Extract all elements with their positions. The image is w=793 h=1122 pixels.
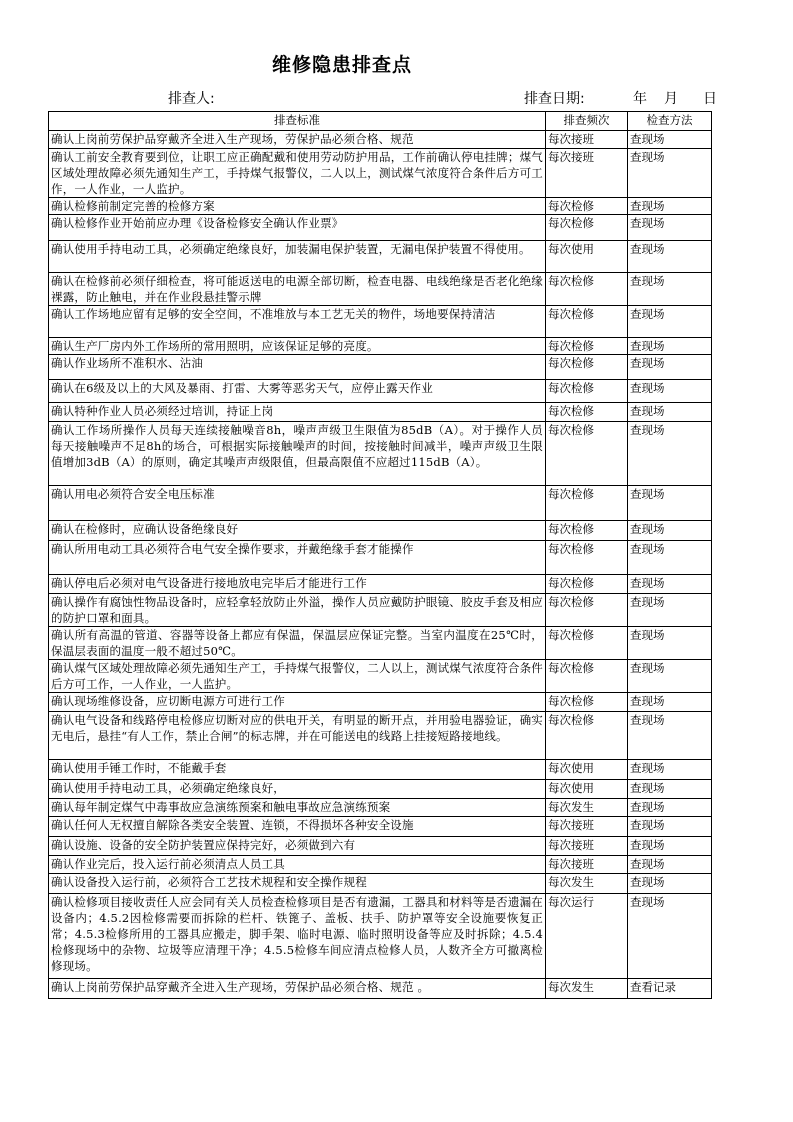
method-cell: 查现场	[628, 541, 712, 575]
table-header-row	[49, 112, 712, 131]
table-row	[49, 660, 712, 693]
standard-cell: 确认工作场所操作人员每天连续接触噪音8h，噪声声级卫生限值为85dB（A）。对于操作人员每天接触噪声不足8h的场合，可根据实际接触噪声的时间，按接触时间减半，噪声声级卫生限值增加3dB（A）的原则，确定其噪声声级限值，但最高限值不应超过115dB（A）。	[49, 422, 546, 486]
method-cell: 查现场	[628, 799, 712, 817]
standard-cell: 确认电气设备和线路停电检修应切断对应的供电开关，有明显的断开点，并用验电器验证，确实无电后，悬挂“有人工作，禁止合闸”的标志牌，并在可能送电的线路上挂接短路接地线。	[49, 712, 546, 760]
frequency-cell: 每次检修	[546, 215, 628, 241]
date-year: 年	[633, 91, 647, 107]
method-cell: 查现场	[628, 215, 712, 241]
standard-cell: 确认操作有腐蚀性物品设备时，应轻拿轻放防止外溢，操作人员应戴防护眼镜、胶皮手套及相应的防护口罩和面具。	[49, 594, 546, 627]
standard-cell: 确认煤气区域处理故障必须先通知生产工，手持煤气报警仪，二人以上，测试煤气浓度符合条件后方可工作，一人作业，一人监护。	[49, 660, 546, 693]
standard-cell: 确认生产厂房内外工作场所的常用照明，应该保证足够的亮度。	[49, 338, 546, 355]
table-row	[49, 306, 712, 338]
standard-cell: 确认使用手持电动工具，必须确定绝缘良好，加装漏电保护装置，无漏电保护装置不得使用。	[49, 241, 546, 273]
method-cell: 查现场	[628, 273, 712, 306]
frequency-cell: 每次使用	[546, 780, 628, 799]
method-cell: 查现场	[628, 486, 712, 521]
frequency-cell: 每次检修	[546, 273, 628, 306]
standard-cell: 确认所用电动工具必须符合电气安全操作要求，并戴绝缘手套才能操作	[49, 541, 546, 575]
page-title: 维修隐患排查点	[272, 54, 413, 76]
frequency-cell: 每次检修	[546, 338, 628, 355]
frequency-cell: 每次检修	[546, 594, 628, 627]
frequency-cell: 每次使用	[546, 241, 628, 273]
method-cell: 查现场	[628, 422, 712, 486]
frequency-cell: 每次检修	[546, 198, 628, 215]
method-cell: 查现场	[628, 594, 712, 627]
table-row	[49, 149, 712, 198]
method-cell: 查现场	[628, 575, 712, 594]
frequency-cell: 每次接班	[546, 131, 628, 149]
frequency-cell: 每次检修	[546, 380, 628, 403]
standard-cell: 确认设施、设备的安全防护装置应保持完好，必须做到六有	[49, 837, 546, 856]
table-row	[49, 799, 712, 817]
table-row	[49, 241, 712, 273]
method-cell: 查现场	[628, 817, 712, 837]
table-row	[49, 521, 712, 541]
method-cell: 查现场	[628, 856, 712, 874]
frequency-cell: 每次发生	[546, 799, 628, 817]
table-row	[49, 856, 712, 874]
standard-cell: 确认使用手锤工作时，不能戴手套	[49, 760, 546, 780]
table-row	[49, 198, 712, 215]
frequency-cell: 每次发生	[546, 874, 628, 894]
table-row	[49, 817, 712, 837]
method-cell: 查现场	[628, 760, 712, 780]
date-month: 月	[664, 91, 678, 107]
standard-cell: 确认现场维修设备，应切断电源方可进行工作	[49, 693, 546, 712]
standard-cell: 确认在检修时，应确认设备绝缘良好	[49, 521, 546, 541]
date-day: 日	[703, 91, 717, 107]
frequency-cell: 每次接班	[546, 837, 628, 856]
method-cell: 查现场	[628, 306, 712, 338]
table-row	[49, 403, 712, 422]
frequency-cell: 每次检修	[546, 306, 628, 338]
header-frequency: 排查频次	[546, 112, 628, 131]
standard-cell: 确认作业场所不准积水、沾油	[49, 355, 546, 380]
standard-cell: 确认所有高温的管道、容器等设备上都应有保温，保温层应保证完整。当室内温度在25℃时，保温层表面的温度一般不超过50℃。	[49, 627, 546, 660]
frequency-cell: 每次检修	[546, 403, 628, 422]
method-cell: 查现场	[628, 627, 712, 660]
table-row	[49, 380, 712, 403]
table-row	[49, 486, 712, 521]
standard-cell: 确认在6级及以上的大风及暴雨、打雷、大雾等恶劣天气，应停止露天作业	[49, 380, 546, 403]
table-row	[49, 693, 712, 712]
method-cell: 查现场	[628, 355, 712, 380]
standard-cell: 确认使用手持电动工具，必须确定绝缘良好，	[49, 780, 546, 799]
frequency-cell: 每次检修	[546, 541, 628, 575]
table-row	[49, 837, 712, 856]
table-row	[49, 594, 712, 627]
table-row	[49, 760, 712, 780]
table-row	[49, 273, 712, 306]
inspection-table	[48, 111, 712, 999]
method-cell: 查现场	[628, 693, 712, 712]
standard-cell: 确认停电后必须对电气设备进行接地放电完毕后才能进行工作	[49, 575, 546, 594]
frequency-cell: 每次检修	[546, 422, 628, 486]
table-row	[49, 979, 712, 999]
table-row	[49, 894, 712, 979]
table-row	[49, 215, 712, 241]
frequency-cell: 每次检修	[546, 521, 628, 541]
table-row	[49, 355, 712, 380]
table-row	[49, 422, 712, 486]
standard-cell: 确认在检修前必须仔细检查，将可能返送电的电源全部切断，检查电器、电线绝缘是否老化绝缘裸露，防止触电，并在作业段悬挂警示牌	[49, 273, 546, 306]
method-cell: 查看记录	[628, 979, 712, 999]
header-standard: 排查标准	[49, 112, 546, 131]
method-cell: 查现场	[628, 780, 712, 799]
standard-cell: 确认上岗前劳保护品穿戴齐全进入生产现场，劳保护品必须合格、规范 。	[49, 979, 546, 999]
frequency-cell: 每次接班	[546, 149, 628, 198]
method-cell: 查现场	[628, 403, 712, 422]
standard-cell: 确认检修前制定完善的检修方案	[49, 198, 546, 215]
frequency-cell: 每次检修	[546, 712, 628, 760]
frequency-cell: 每次发生	[546, 979, 628, 999]
table-row	[49, 541, 712, 575]
table-row	[49, 338, 712, 355]
method-cell: 查现场	[628, 241, 712, 273]
frequency-cell: 每次接班	[546, 817, 628, 837]
method-cell: 查现场	[628, 894, 712, 979]
method-cell: 查现场	[628, 198, 712, 215]
frequency-cell: 每次检修	[546, 627, 628, 660]
standard-cell: 确认检修作业开始前应办理《设备检修安全确认作业票》	[49, 215, 546, 241]
table-row	[49, 712, 712, 760]
header-method: 检查方法	[628, 112, 712, 131]
standard-cell: 确认检修项目接收责任人应会同有关人员检查检修项目是否有遗漏，工器具和材料等是否遗漏在设备内；4.5.2因检修需要而拆除的栏杆、铁篦子、盖板、扶手、防护罩等安全设施要恢复正常；4.5.3检修所用的工器具应搬走，脚手架、临时电源、临时照明设备等应及时拆除；4.5.4检修现场中的杂物、垃圾等应清理干净；4.5.5检修车间应清点检修人员，人数齐全方可撤离检修现场。	[49, 894, 546, 979]
table-row	[49, 627, 712, 660]
table-row	[49, 874, 712, 894]
standard-cell: 确认上岗前劳保护品穿戴齐全进入生产现场，劳保护品必须合格、规范	[49, 131, 546, 149]
table-row	[49, 780, 712, 799]
frequency-cell: 每次检修	[546, 575, 628, 594]
method-cell: 查现场	[628, 131, 712, 149]
frequency-cell: 每次运行	[546, 894, 628, 979]
frequency-cell: 每次接班	[546, 856, 628, 874]
standard-cell: 确认任何人无权擅自解除各类安全装置、连锁，不得损坏各种安全设施	[49, 817, 546, 837]
method-cell: 查现场	[628, 874, 712, 894]
standard-cell: 确认工前安全教育要到位，让职工应正确配戴和使用劳动防护用品，工作前确认停电挂牌；煤气区域处理故障必须先通知生产工，手持煤气报警仪，二人以上，测试煤气浓度符合条件后方可工作，一人作业，一人监护。	[49, 149, 546, 198]
table-row	[49, 131, 712, 149]
standard-cell: 确认特种作业人员必须经过培训，持证上岗	[49, 403, 546, 422]
standard-cell: 确认设备投入运行前，必须符合工艺技术规程和安全操作规程	[49, 874, 546, 894]
date-label: 排查日期:	[524, 91, 585, 107]
table-row	[49, 575, 712, 594]
method-cell: 查现场	[628, 660, 712, 693]
method-cell: 查现场	[628, 338, 712, 355]
frequency-cell: 每次使用	[546, 760, 628, 780]
frequency-cell: 每次检修	[546, 486, 628, 521]
standard-cell: 确认作业完后，投入运行前必须清点人员工具	[49, 856, 546, 874]
method-cell: 查现场	[628, 149, 712, 198]
standard-cell: 确认工作场地应留有足够的安全空间，不准堆放与本工艺无关的物件，场地要保持清洁	[49, 306, 546, 338]
inspector-label: 排查人:	[168, 91, 215, 107]
standard-cell: 确认每年制定煤气中毒事故应急演练预案和触电事故应急演练预案	[49, 799, 546, 817]
frequency-cell: 每次检修	[546, 355, 628, 380]
method-cell: 查现场	[628, 380, 712, 403]
method-cell: 查现场	[628, 837, 712, 856]
method-cell: 查现场	[628, 521, 712, 541]
standard-cell: 确认用电必须符合安全电压标准	[49, 486, 546, 521]
method-cell: 查现场	[628, 712, 712, 760]
frequency-cell: 每次检修	[546, 660, 628, 693]
frequency-cell: 每次检修	[546, 693, 628, 712]
